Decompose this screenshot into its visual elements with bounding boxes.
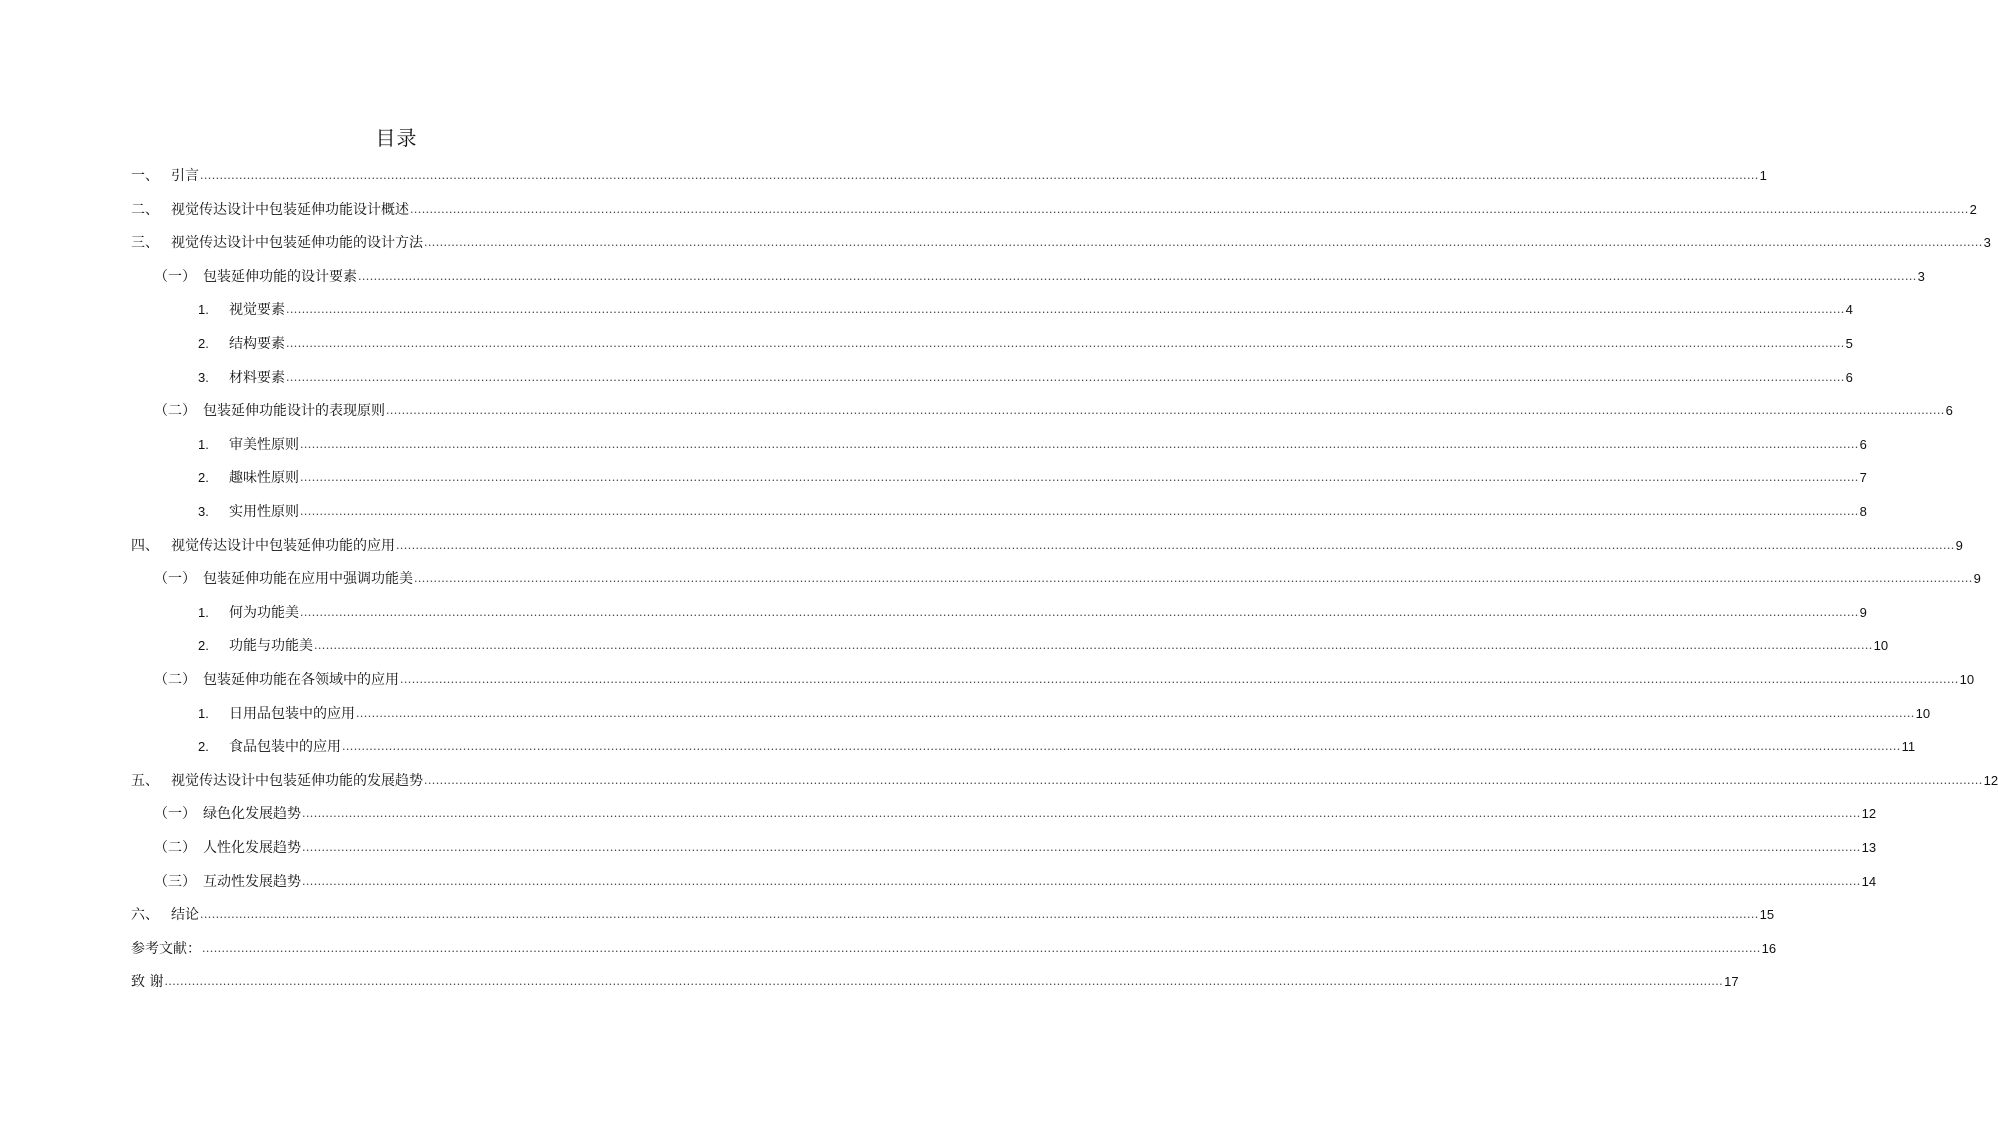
toc-entry-number: 1. <box>198 705 209 721</box>
toc-entry-title: 结论 <box>171 907 199 924</box>
toc-entry-number: 1. <box>198 436 209 452</box>
toc-entry[interactable] <box>131 226 1991 252</box>
toc-entry-page: 12 <box>1983 772 1998 788</box>
toc-entry-title: 致 谢 <box>131 974 164 991</box>
toc-dot-leader: ................................................................................................................................................................................................................................................................................................................................................................................................................ <box>302 807 1861 821</box>
toc-entry[interactable] <box>154 260 1925 286</box>
toc-entry-page: 1 <box>1759 168 1767 183</box>
toc-entry-number: 3. <box>198 504 209 519</box>
toc-entry[interactable] <box>198 730 1916 756</box>
toc-entry-page: 15 <box>1759 907 1775 923</box>
toc-entry[interactable] <box>198 596 1867 622</box>
toc-entry-number: 六、 <box>131 907 159 924</box>
toc-entry[interactable] <box>154 663 1975 689</box>
toc-entry[interactable] <box>198 361 1853 387</box>
toc-entry-title: 人性化发展趋势 <box>203 840 301 856</box>
toc-dot-leader: ................................................................................................................................................................................................................................................................................................................................................................................................................ <box>202 941 1761 955</box>
toc-entry-title: 互动性发展趋势 <box>203 873 301 890</box>
toc-entry[interactable] <box>198 461 1867 487</box>
toc-entry-number: （一） <box>154 806 196 823</box>
toc-dot-leader: ................................................................................................................................................................................................................................................................................................................................................................................................................ <box>386 404 1945 418</box>
toc-dot-leader: ................................................................................................................................................................................................................................................................................................................................................................................................................ <box>314 639 1873 653</box>
toc-entry-page: 9 <box>1955 537 1963 553</box>
toc-entry-title: 视觉传达设计中包装延伸功能的设计方法 <box>171 235 423 252</box>
toc-entry[interactable] <box>154 831 1877 857</box>
toc-entry-page: 10 <box>1873 638 1889 654</box>
toc-entry-page: 6 <box>1945 403 1953 419</box>
toc-entry[interactable] <box>198 495 1867 521</box>
toc-entry-number: 1. <box>198 604 209 620</box>
toc-entry-page: 6 <box>1845 369 1853 385</box>
toc-dot-leader: ................................................................................................................................................................................................................................................................................................................................................................................................................ <box>164 975 1724 989</box>
toc-entry[interactable] <box>198 629 1889 655</box>
toc-dot-leader: ................................................................................................................................................................................................................................................................................................................................................................................................................ <box>200 169 1759 182</box>
toc-dot-leader: ................................................................................................................................................................................................................................................................................................................................................................................................................ <box>424 236 1983 250</box>
toc-entry-title: 视觉传达设计中包装延伸功能设计概述 <box>171 201 409 218</box>
toc-entry-title: 包装延伸功能设计的表现原则 <box>203 403 385 420</box>
toc-entry-title: 材料要素 <box>229 369 285 386</box>
toc-entry-title: 功能与功能美 <box>229 638 313 655</box>
toc-dot-leader: ................................................................................................................................................................................................................................................................................................................................................................................................................ <box>342 740 1901 754</box>
toc-entry-page: 4 <box>1845 302 1853 318</box>
toc-entry-number: 1. <box>198 302 209 318</box>
toc-entry-page: 2 <box>1969 201 1977 217</box>
toc-entry-page: 17 <box>1724 974 1739 990</box>
toc-dot-leader: ................................................................................................................................................................................................................................................................................................................................................................................................................ <box>400 673 1959 686</box>
toc-entry-number: （二） <box>154 840 196 856</box>
toc-entry-page: 11 <box>1901 739 1916 755</box>
toc-entry[interactable] <box>154 394 1953 420</box>
toc-dot-leader: ................................................................................................................................................................................................................................................................................................................................................................................................................ <box>396 538 1955 552</box>
toc-entry-title: 视觉传达设计中包装延伸功能的发展趋势 <box>171 772 423 789</box>
toc-entry-page: 5 <box>1845 336 1853 351</box>
toc-dot-leader: ................................................................................................................................................................................................................................................................................................................................................................................................................ <box>286 337 1845 350</box>
toc-entry-page: 13 <box>1861 840 1877 855</box>
toc-dot-leader: ................................................................................................................................................................................................................................................................................................................................................................................................................ <box>286 370 1845 384</box>
toc-entry-title: 食品包装中的应用 <box>229 739 341 756</box>
toc-entry-title: 何为功能美 <box>229 604 299 621</box>
toc-dot-leader: ................................................................................................................................................................................................................................................................................................................................................................................................................ <box>424 773 1983 787</box>
toc-entry-page: 3 <box>1917 268 1925 284</box>
toc-entry-number: （三） <box>154 873 196 890</box>
toc-entry-number: 2. <box>198 739 209 755</box>
toc-dot-leader: ................................................................................................................................................................................................................................................................................................................................................................................................................ <box>356 706 1915 720</box>
toc-entry[interactable] <box>154 562 1981 588</box>
toc-entry-number: （二） <box>154 672 196 688</box>
toc-entry-title: 包装延伸功能在各领域中的应用 <box>203 672 399 688</box>
toc-entry-title: 实用性原则 <box>229 504 299 520</box>
toc-entry-number: 三、 <box>131 235 159 252</box>
toc-entry[interactable] <box>154 797 1877 823</box>
toc-entry-page: 9 <box>1859 604 1867 620</box>
toc-entry-number: 2. <box>198 336 209 351</box>
toc-entry[interactable] <box>198 697 1931 723</box>
toc-entry[interactable] <box>131 932 1777 958</box>
toc-dot-leader: ................................................................................................................................................................................................................................................................................................................................................................................................................ <box>300 437 1859 451</box>
toc-entry-page: 10 <box>1959 672 1975 687</box>
toc-entry[interactable] <box>198 327 1853 353</box>
toc-entry-title: 视觉要素 <box>229 302 285 319</box>
toc-entry-title: 参考文献： <box>131 940 201 957</box>
toc-entry[interactable] <box>131 159 1767 185</box>
toc-dot-leader: ................................................................................................................................................................................................................................................................................................................................................................................................................ <box>302 874 1861 888</box>
toc-entry-number: 四、 <box>131 537 159 554</box>
toc-entry[interactable] <box>131 965 1739 991</box>
toc-dot-leader: ................................................................................................................................................................................................................................................................................................................................................................................................................ <box>286 303 1845 317</box>
toc-entry[interactable] <box>131 193 1977 219</box>
toc-entry-page: 3 <box>1983 235 1991 251</box>
toc-entry-title: 包装延伸功能在应用中强调功能美 <box>203 571 413 588</box>
toc-entry-title: 审美性原则 <box>229 436 299 453</box>
toc-entry-number: （一） <box>154 571 196 588</box>
toc-entry-page: 14 <box>1861 873 1877 889</box>
toc-dot-leader: ................................................................................................................................................................................................................................................................................................................................................................................................................ <box>300 471 1859 485</box>
toc-dot-leader: ................................................................................................................................................................................................................................................................................................................................................................................................................ <box>300 505 1859 518</box>
toc-entry-page: 6 <box>1859 436 1867 452</box>
toc-entry-page: 10 <box>1915 705 1931 721</box>
toc-dot-leader: ................................................................................................................................................................................................................................................................................................................................................................................................................ <box>302 841 1861 854</box>
toc-entry-title: 结构要素 <box>229 336 285 352</box>
toc-entry-page: 8 <box>1859 504 1867 519</box>
toc-entry-page: 7 <box>1859 470 1867 486</box>
toc-entry-title: 包装延伸功能的设计要素 <box>203 268 357 285</box>
toc-entry[interactable] <box>154 865 1877 891</box>
toc-entry-page: 9 <box>1973 571 1981 587</box>
toc-entry-title: 趣味性原则 <box>229 470 299 487</box>
toc-entry-page: 16 <box>1761 940 1777 956</box>
toc-entry-title: 视觉传达设计中包装延伸功能的应用 <box>171 537 395 554</box>
toc-entry[interactable] <box>198 293 1853 319</box>
toc-dot-leader: ................................................................................................................................................................................................................................................................................................................................................................................................................ <box>358 269 1917 283</box>
page-title: 目录 <box>375 126 418 150</box>
toc-entry[interactable] <box>131 529 1963 555</box>
toc-entry[interactable] <box>198 428 1867 454</box>
toc-entry-number: 2. <box>198 470 209 486</box>
toc-entry-number: 3. <box>198 369 209 385</box>
toc-entry-number: 2. <box>198 638 209 654</box>
toc-entry-page: 12 <box>1861 806 1877 822</box>
toc-entry-title: 日用品包装中的应用 <box>229 705 355 722</box>
toc-entry-number: 二、 <box>131 201 159 218</box>
toc-entry[interactable] <box>131 898 1775 924</box>
toc-entry-number: 五、 <box>131 772 159 789</box>
toc-entry-title: 绿色化发展趋势 <box>203 806 301 823</box>
toc-dot-leader: ................................................................................................................................................................................................................................................................................................................................................................................................................ <box>414 572 1973 586</box>
toc-entry-number: （二） <box>154 403 196 420</box>
toc-entry-number: 一、 <box>131 168 159 184</box>
toc-entry-title: 引言 <box>171 168 199 184</box>
toc-dot-leader: ................................................................................................................................................................................................................................................................................................................................................................................................................ <box>200 908 1759 922</box>
toc-dot-leader: ................................................................................................................................................................................................................................................................................................................................................................................................................ <box>410 202 1969 216</box>
toc-dot-leader: ................................................................................................................................................................................................................................................................................................................................................................................................................ <box>300 605 1859 619</box>
toc-entry-number: （一） <box>154 268 196 285</box>
toc-entry[interactable] <box>131 764 1998 790</box>
